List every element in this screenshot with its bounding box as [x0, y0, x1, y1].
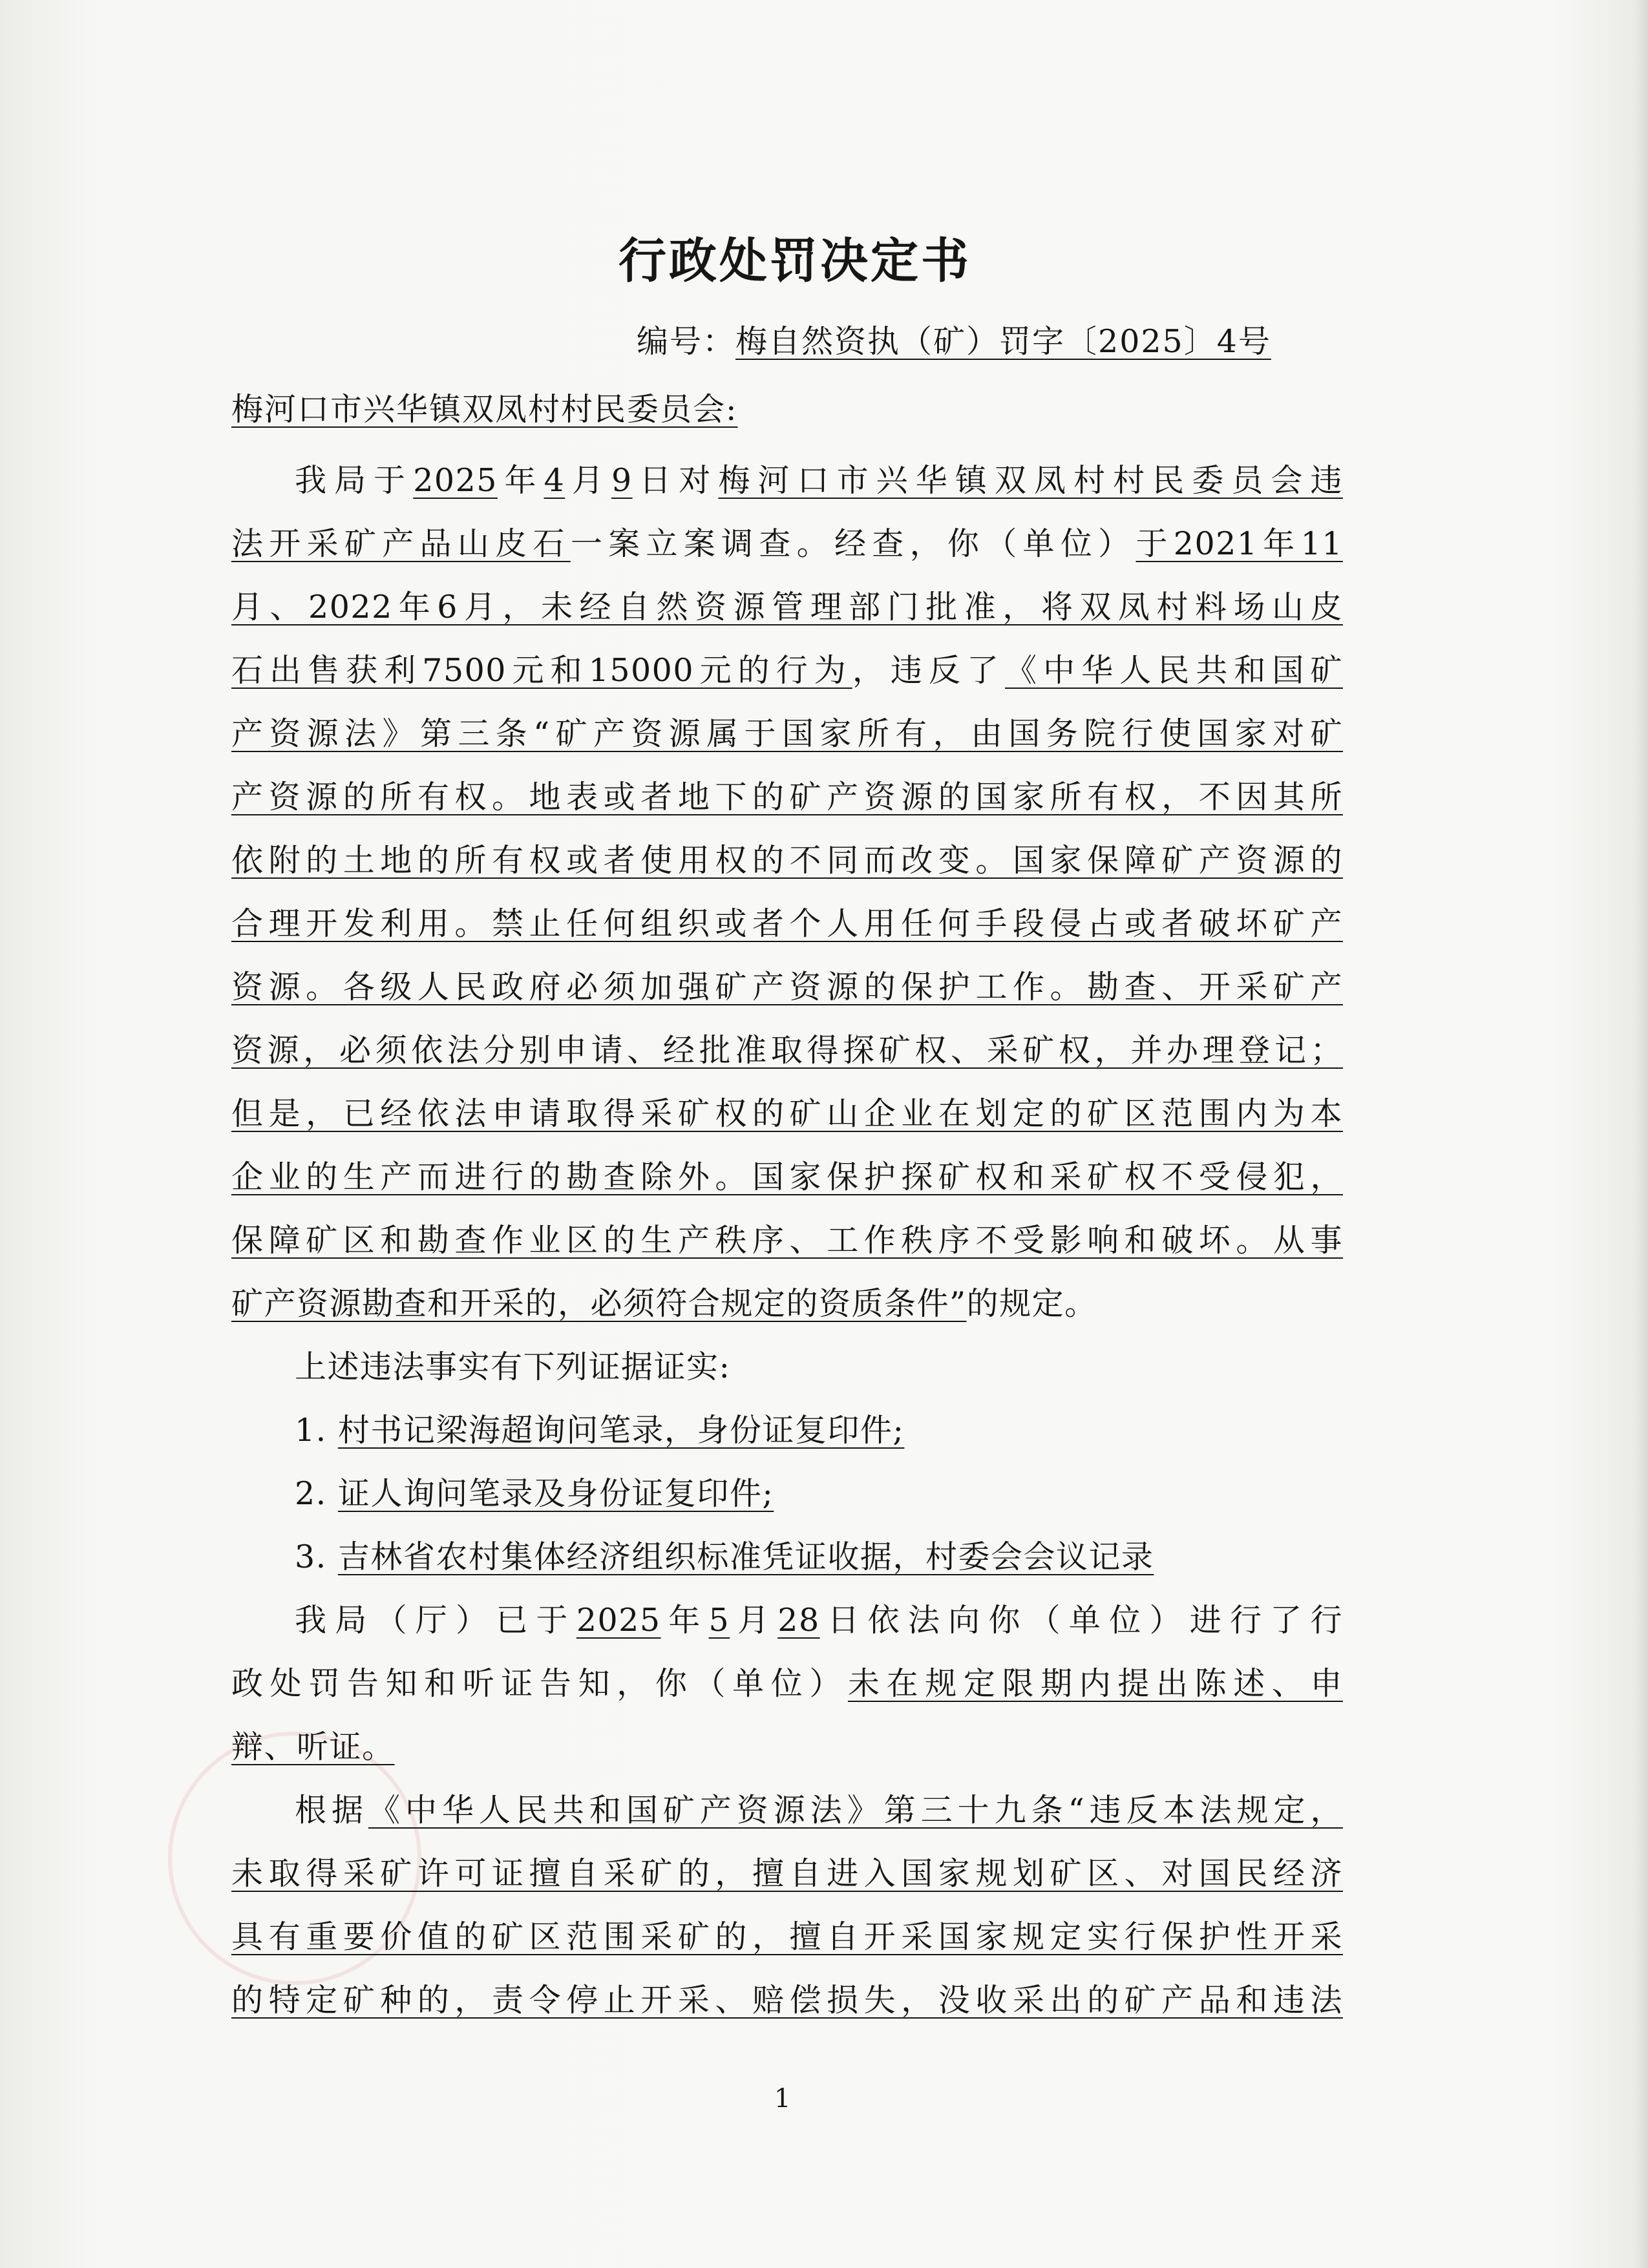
notice-line: 政处罚告知和听证告知，你（单位）未在规定限期内提出陈述、申 — [231, 1665, 1343, 1702]
document-title: 行政处罚决定书 — [618, 233, 971, 289]
facts-line: 石出售获利7500元和15000元的行为，违反了《中华人民共和国矿 — [231, 652, 1343, 689]
recipient — [231, 384, 738, 430]
scan-edge-shadow — [1634, 0, 1648, 2268]
evidence-intro: 上述违法事实有下列证据证实: — [295, 1349, 731, 1385]
facts-line: 法开采矿产品山皮石一案立案调查。经查，你（单位）于2021年11 — [231, 525, 1343, 562]
facts-line: 月、2022年6月，未经自然资源管理部门批准，将双凤村料场山皮 — [231, 589, 1343, 625]
evidence-item: 2. 证人询问笔录及身份证复印件; — [295, 1475, 774, 1512]
facts-line: 资源。各级人民政府必须加强矿产资源的保护工作。勘查、开采矿产 — [231, 969, 1343, 1005]
notice-line: 我局（厅）已于2025年5月28日依法向你（单位）进行了行 — [295, 1602, 1343, 1639]
facts-line: 合理开发利用。禁止任何组织或者个人用任何手段侵占或者破坏矿产 — [231, 905, 1343, 942]
document-number-value: 梅自然资执（矿）罚字〔2025〕4号 — [735, 323, 1271, 360]
notice-line: 辩、听证。 — [231, 1728, 395, 1765]
basis-line: 具有重要价值的矿区范围采矿的，擅自开采国家规定实行保护性开采 — [231, 1918, 1343, 1955]
basis-line: 未取得采矿许可证擅自采矿的，擅自进入国家规划矿区、对国民经济 — [231, 1855, 1343, 1892]
basis-line: 根据《中华人民共和国矿产资源法》第三十九条“违反本法规定， — [295, 1792, 1343, 1829]
page-number: 1 — [774, 2084, 791, 2114]
document-number — [637, 317, 1271, 362]
facts-line: 保障矿区和勘查作业区的生产秩序、工作秩序不受影响和破坏。从事 — [231, 1222, 1343, 1259]
facts-line: 资源，必须依法分别申请、经批准取得探矿权、采矿权，并办理登记； — [231, 1032, 1343, 1069]
facts-line: 我局于2025年4月9日对梅河口市兴华镇双凤村村民委员会违 — [295, 462, 1343, 499]
facts-line: 产资源法》第三条“矿产资源属于国家所有，由国务院行使国家对矿 — [231, 715, 1343, 752]
basis-line: 的特定矿种的，责令停止开采、赔偿损失，没收采出的矿产品和违法 — [231, 1982, 1343, 2019]
evidence-item: 3. 吉林省农村集体经济组织标准凭证收据，村委会会议记录 — [295, 1538, 1154, 1575]
facts-line: 但是，已经依法申请取得采矿权的矿山企业在划定的矿区范围内为本 — [231, 1095, 1343, 1132]
evidence-item: 1. 村书记梁海超询问笔录，身份证复印件; — [295, 1412, 905, 1449]
document-body — [231, 449, 1343, 2032]
facts-line: 企业的生产而进行的勘查除外。国家保护探矿权和采矿权不受侵犯， — [231, 1159, 1343, 1195]
facts-line: 产资源的所有权。地表或者地下的矿产资源的国家所有权，不因其所 — [231, 779, 1343, 815]
facts-line: 矿产资源勘查和开采的，必须符合规定的资质条件”的规定。 — [231, 1285, 1097, 1322]
recipient-name: 梅河口市兴华镇双凤村村民委员会: — [231, 391, 738, 428]
document-number-label: 编号： — [637, 323, 736, 360]
facts-line: 依附的土地的所有权或者使用权的不同而改变。国家保障矿产资源的 — [231, 842, 1343, 879]
